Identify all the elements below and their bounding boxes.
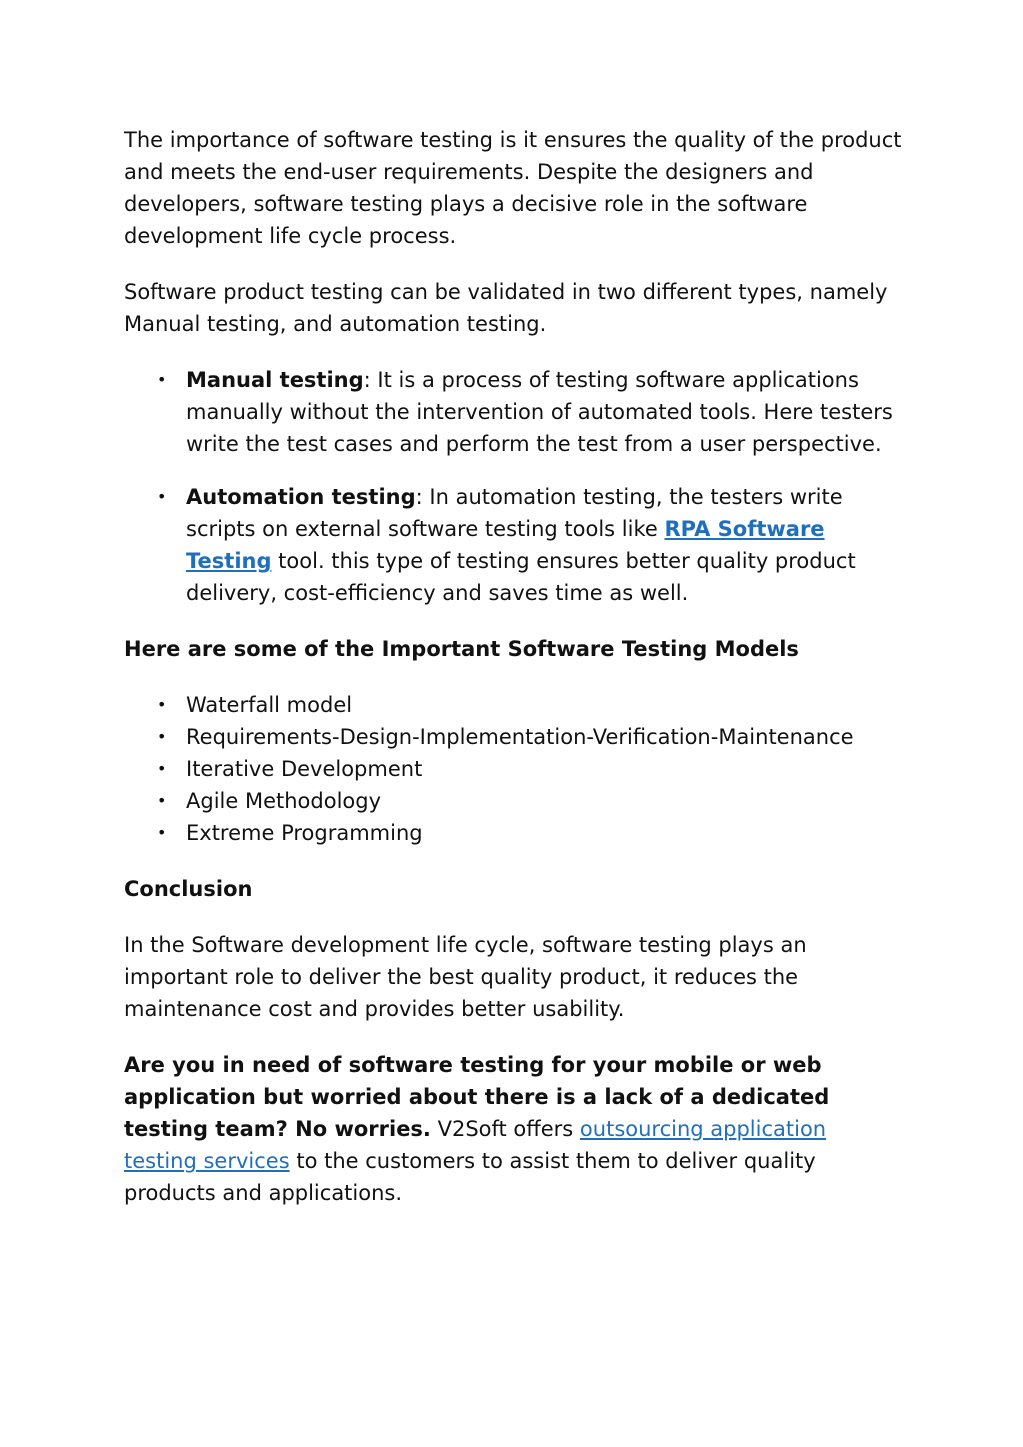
call-to-action-question: Are you in need of software testing for your mobile or web application but worried about there is a lack of a dedicated testing team? No worries. xyxy=(124,1053,830,1141)
rpa-software-testing-link[interactable]: RPA Software Testing xyxy=(186,517,825,573)
call-to-action-text-end: to the customers to assist them to deliver quality products and applications. xyxy=(124,1149,816,1205)
list-item-manual-testing xyxy=(124,364,904,460)
conclusion-paragraph: In the Software development life cycle, software testing plays an important role to deliver the best quality product, it reduces the maintenance cost and provides better usability. xyxy=(124,933,807,1021)
list-item: • Agile Methodology xyxy=(124,785,904,817)
automation-testing-description-start: : In automation testing, the testers write scripts on external software testing tools like xyxy=(186,485,843,541)
document-content xyxy=(124,124,904,1209)
conclusion-heading: Conclusion xyxy=(124,877,253,901)
list-item: • Iterative Development xyxy=(124,753,904,785)
models-heading: Here are some of the Important Software Testing Models xyxy=(124,637,799,661)
manual-testing-description: : It is a process of testing software applications manually without the intervention of automated tools. Here testers write the test cases and perform the test from a user perspective. xyxy=(186,368,893,456)
automation-testing-term: Automation testing xyxy=(186,485,416,509)
intro-paragraph-1: The importance of software testing is it ensures the quality of the product and meets the end-user requirements. Despite the designers and developers, software testing plays a decisive role in the software development life cycle process. xyxy=(124,128,902,248)
outsourcing-testing-services-link[interactable]: outsourcing application testing services xyxy=(124,1117,827,1173)
list-item-automation-testing xyxy=(124,481,904,609)
testing-types-list xyxy=(124,364,904,609)
models-list xyxy=(124,689,904,849)
intro-paragraph-2: Software product testing can be validated in two different types, namely Manual testing, and automation testing. xyxy=(124,280,888,336)
automation-testing-description-end: tool. this type of testing ensures better quality product delivery, cost-efficiency and saves time as well. xyxy=(186,549,856,605)
manual-testing-term: Manual testing xyxy=(186,368,364,392)
call-to-action-paragraph xyxy=(124,1049,904,1209)
call-to-action-text-start: V2Soft offers xyxy=(430,1117,580,1141)
list-item: • Requirements-Design-Implementation-Verification-Maintenance xyxy=(124,721,904,753)
list-item: • Extreme Programming xyxy=(124,817,904,849)
list-item: • Waterfall model xyxy=(124,689,904,721)
